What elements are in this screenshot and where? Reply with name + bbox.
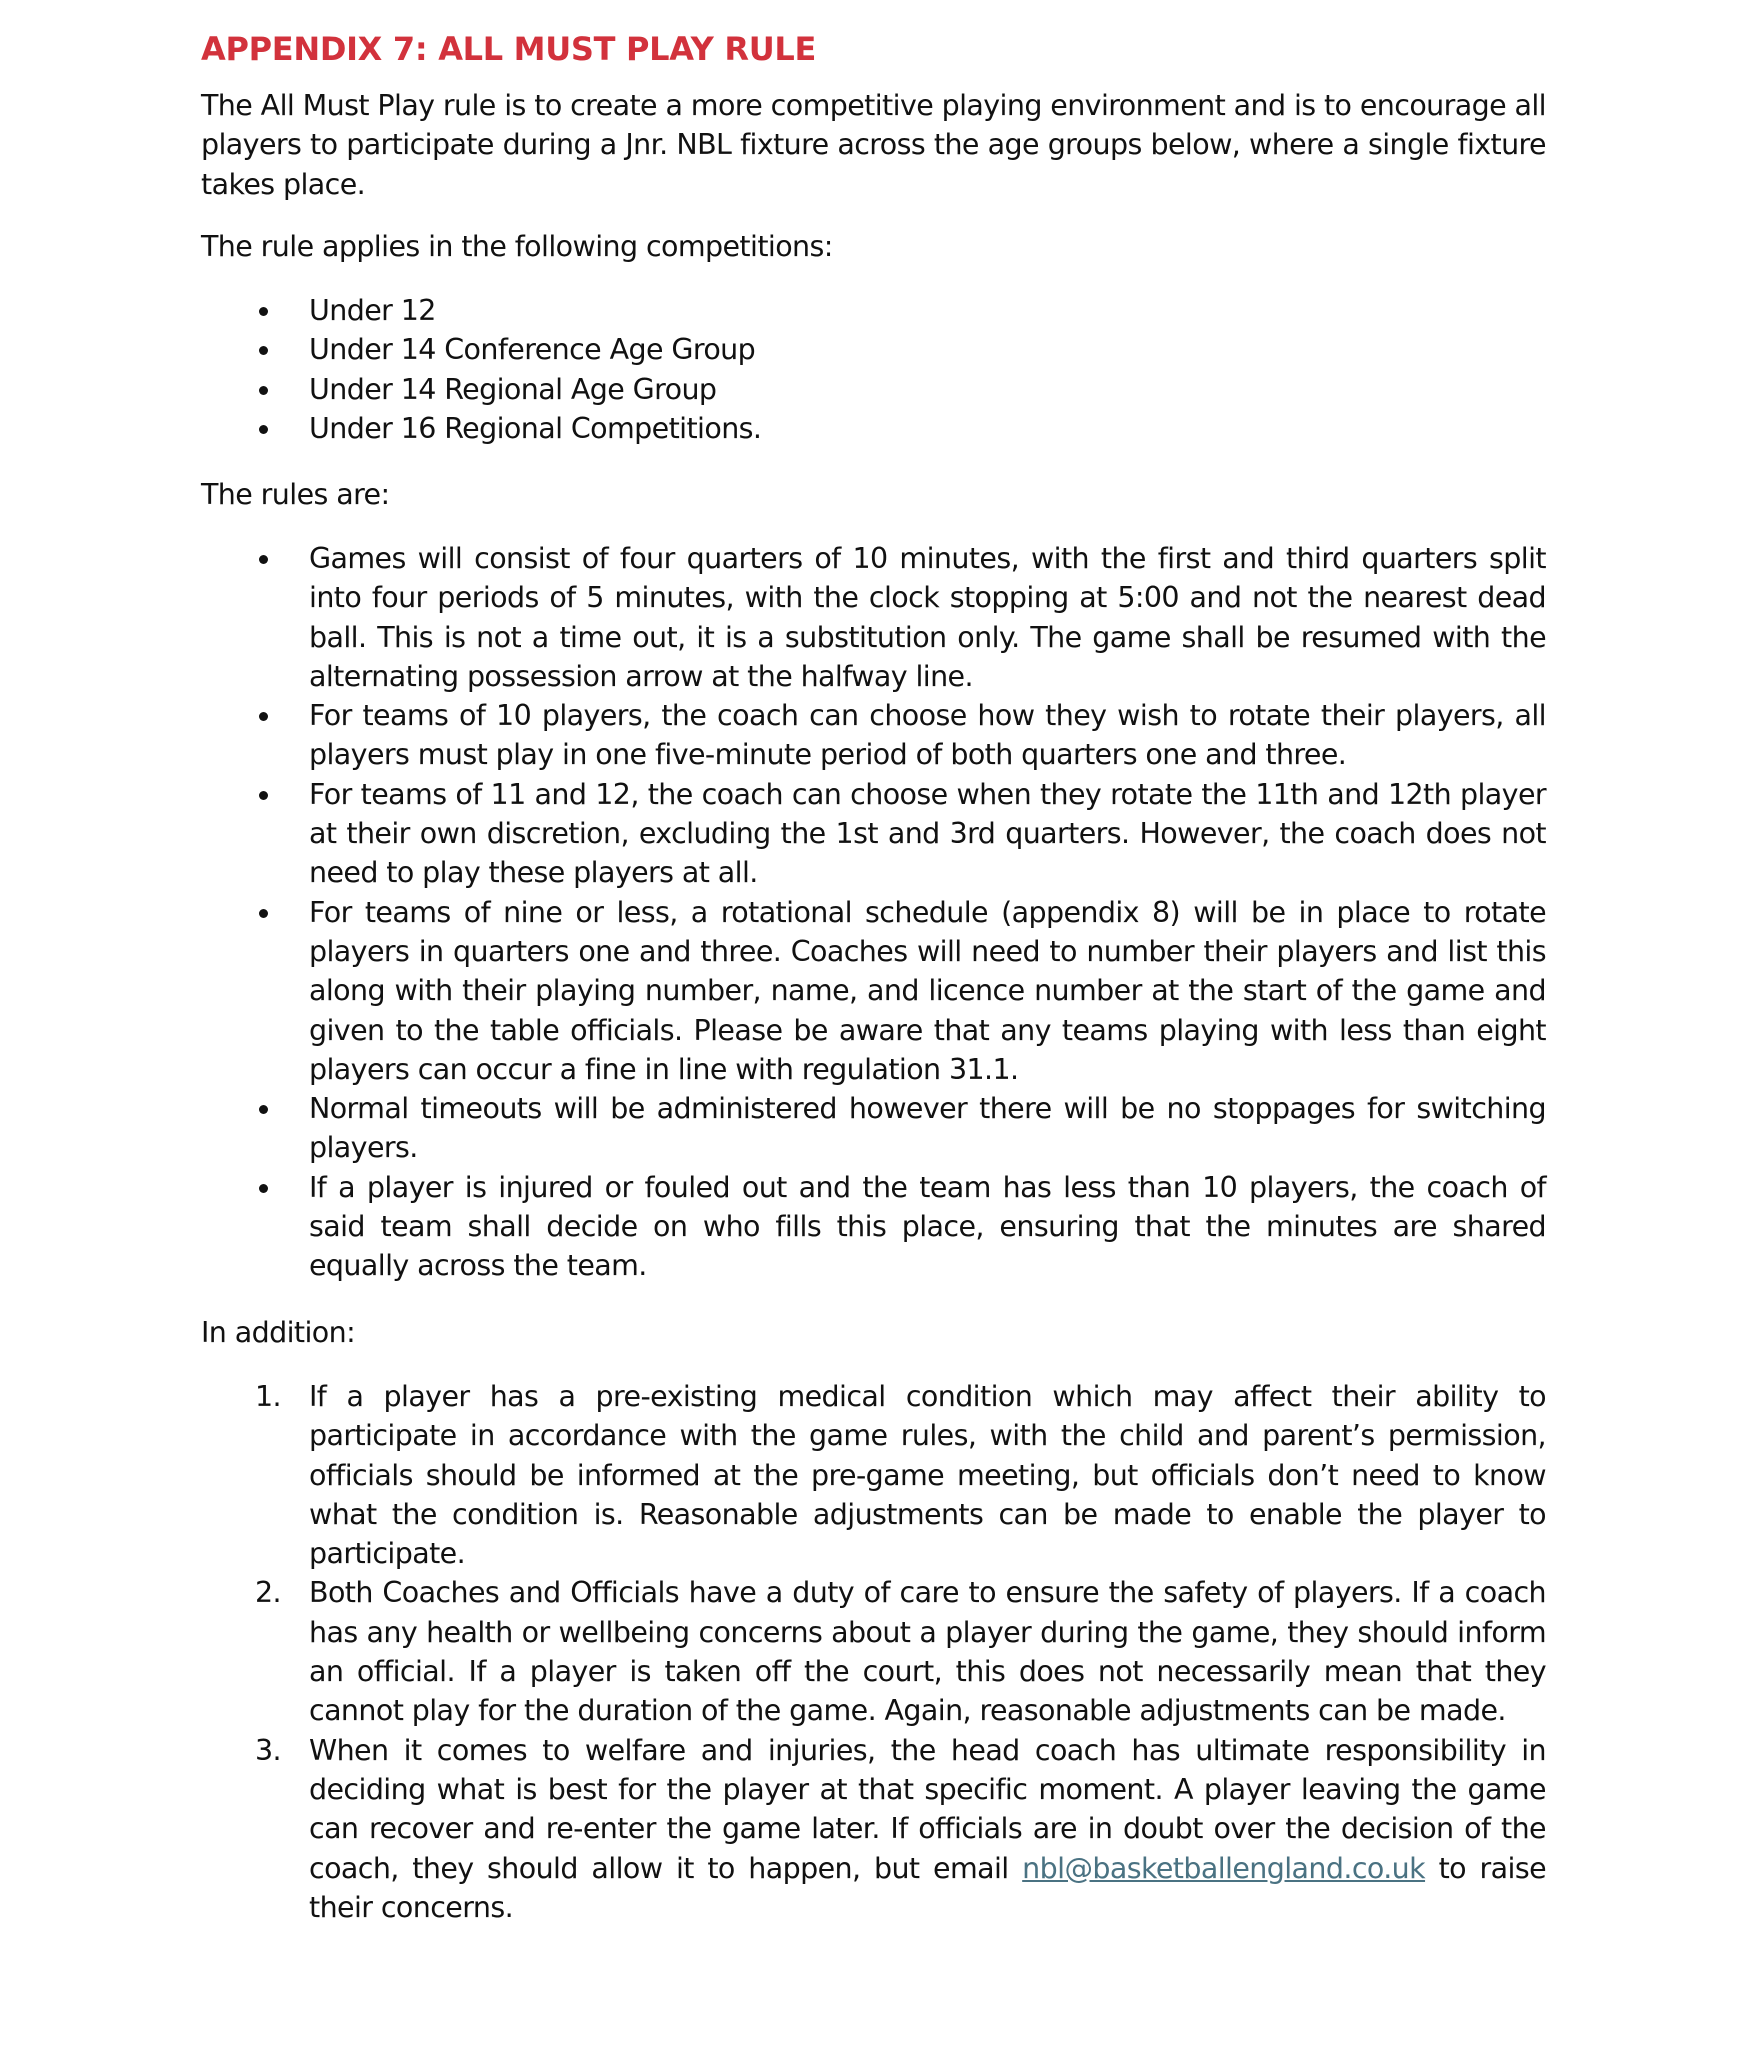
appendix-heading: APPENDIX 7: ALL MUST PLAY RULE	[201, 30, 817, 68]
addition-item: 1. If a player has a pre-existing medical condition which may affect their ability to participate in accordance with the game rules, with the child and parent’s permission, officials should be informed at the pre-game meeting, but officials don’t need to know what the condition is. Reasonable adjustments can be made to enable the player to participate.	[201, 1377, 1546, 1573]
bullet-icon	[259, 346, 268, 355]
intro-paragraph: The All Must Play rule is to create a more competitive playing environment and is to encourage all players to participate during a Jnr. NBL fixture across the age groups below, where a single fixture takes place.	[201, 89, 1546, 201]
rules-intro: The rules are:	[201, 478, 390, 511]
additions-list	[201, 1377, 1546, 1927]
rule-item: If a player is injured or fouled out and the team has less than 10 players, the coach of said team shall decide on who fills this place, ensuring that the minutes are shared equally across the team.	[201, 1168, 1546, 1286]
competition-item: Under 14 Regional Age Group	[201, 370, 1546, 409]
rules-list	[201, 539, 1546, 1286]
list-number: 1.	[255, 1380, 281, 1413]
bullet-icon	[259, 1184, 268, 1193]
rule-item: Games will consist of four quarters of 10 minutes, with the first and third quarters split into four periods of 5 minutes, with the clock stopping at 5:00 and not the nearest dead ball. This is not a time out, it is a substitution only. The game shall be resumed with the alternating possession arrow at the halfway line.	[201, 539, 1546, 696]
competition-item: Under 14 Conference Age Group	[201, 330, 1546, 369]
competitions-intro: The rule applies in the following competitions:	[201, 230, 833, 263]
bullet-icon	[259, 555, 268, 564]
rule-item: For teams of nine or less, a rotational schedule (appendix 8) will be in place to rotate players in quarters one and three. Coaches will need to number their players and list this along with their playing number, name, and licence number at the start of the game and given to the table officials. Please be aware that any teams playing with less than eight players can occur a fine in line with regulation 31.1.	[201, 893, 1546, 1089]
competition-item: Under 12	[201, 291, 1546, 330]
addition-item: 3. When it comes to welfare and injuries, the head coach has ultimate responsibility in deciding what is best for the player at that specific moment. A player leaving the game can recover and re-enter the game later. If officials are in doubt over the decision of the coach, they should allow it to happen, but email nbl@basketballengland.co.uk to raise their concerns.	[201, 1731, 1546, 1927]
bullet-icon	[259, 1105, 268, 1114]
bullet-icon	[259, 386, 268, 395]
bullet-icon	[259, 712, 268, 721]
email-link[interactable]: nbl@basketballengland.co.uk	[1022, 1851, 1426, 1885]
addition-item: 2. Both Coaches and Officials have a duty of care to ensure the safety of players. If a coach has any health or wellbeing concerns about a player during the game, they should inform an official. If a player is taken off the court, this does not necessarily mean that they cannot play for the duration of the game. Again, reasonable adjustments can be made.	[201, 1573, 1546, 1730]
bullet-icon	[259, 307, 268, 316]
list-number: 2.	[255, 1576, 281, 1610]
bullet-icon	[259, 425, 268, 434]
list-number: 3.	[255, 1733, 281, 1767]
competitions-list	[201, 291, 1546, 448]
rule-item: Normal timeouts will be administered however there will be no stoppages for switching players.	[201, 1089, 1546, 1168]
bullet-icon	[259, 909, 268, 918]
addition-intro: In addition:	[201, 1316, 356, 1349]
rule-item: For teams of 11 and 12, the coach can choose when they rotate the 11th and 12th player at their own discretion, excluding the 1st and 3rd quarters. However, the coach does not need to play these players at all.	[201, 775, 1546, 893]
rule-item: For teams of 10 players, the coach can choose how they wish to rotate their players, all players must play in one five-minute period of both quarters one and three.	[201, 696, 1546, 775]
competition-item: Under 16 Regional Competitions.	[201, 409, 1546, 448]
bullet-icon	[259, 791, 268, 800]
